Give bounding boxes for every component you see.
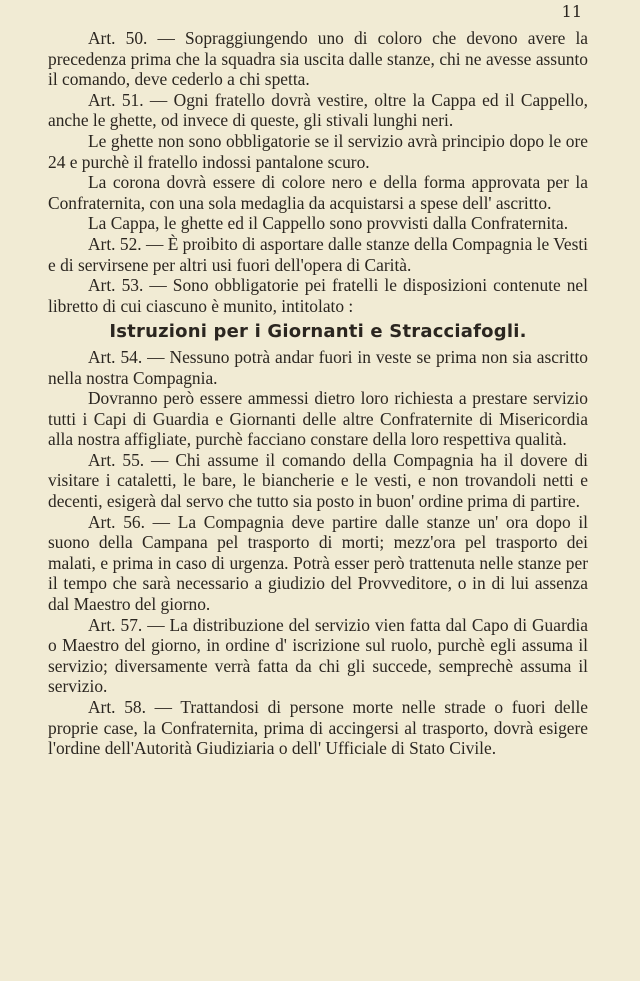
paragraph-art-53: Art. 53. — Sono obbligatorie pei fratelli le disposizioni contenute nel libretto di cui ciascuno è munito, intitolato :	[48, 275, 588, 316]
paragraph-corona: La corona dovrà essere di colore nero e della forma approvata per la Confraternita, con una sola medaglia da acquistarsi a spese dell' ascritto.	[48, 172, 588, 213]
paragraph-art-57: Art. 57. — La distribuzione del servizio vien fatta dal Capo di Guardia o Maestro del giorno, in ordine d' iscrizione sul ruolo, purchè egli assuma il servizio; diversamente verrà fatta da chi gli succede, semprechè assuma il servizio.	[48, 614, 588, 697]
page-body	[48, 28, 588, 759]
page-number: 11	[561, 2, 582, 21]
section-heading: Istruzioni per i Giornanti e Stracciafogli.	[109, 321, 527, 343]
paragraph-art-54: Art. 54. — Nessuno potrà andar fuori in veste se prima non sia ascritto nella nostra Compagnia.	[48, 346, 588, 388]
paragraph-art-58: Art. 58. — Trattandosi di persone morte nelle strade o fuori delle proprie case, la Confraternita, prima di accingersi al trasporto, dovrà esigere l'ordine dell'Autorità Giudiziaria o dell' Ufficiale di Stato Civile.	[48, 697, 588, 759]
paragraph-art-52: Art. 52. — È proibito di asportare dalle stanze della Compagnia le Vesti e di servirsene per altri usi fuori dell'opera di Carità.	[48, 233, 589, 275]
paragraph-art-56: Art. 56. — La Compagnia deve partire dalle stanze un' ora dopo il suono della Campana pel trasporto di morti; mezz'ora pel trasporto dei malati, e prima in caso di urgenza. Potrà esser però trattenuta nelle stanze per il tempo che sarà necessario a giudizio del Provveditore, o in di lui assenza dal Maestro del giorno.	[48, 511, 588, 615]
paragraph-ghette: Le ghette non sono obbligatorie se il servizio avrà principio dopo le ore 24 e purchè il fratello indossi pantalone scuro.	[48, 130, 588, 172]
paragraph-ammissione: Dovranno però essere ammessi dietro loro richiesta a prestare servizio tutti i Capi di Guardia e Giornanti delle altre Confraternite di Misericordia alla nostra affigliate, purchè facciano constare della loro respettiva qualità.	[48, 388, 588, 450]
paragraph-art-50: Art. 50. — Sopraggiungendo uno di coloro che devono avere la precedenza prima che la squadra sia uscita dalle stanze, chi ne avesse assunto il comando, deve cederlo a chi spetta.	[48, 28, 588, 90]
paragraph-cappa: La Cappa, le ghette ed il Cappello sono provvisti dalla Confraternita.	[88, 213, 569, 234]
paragraph-art-55: Art. 55. — Chi assume il comando della Compagnia ha il dovere di visitare i cataletti, le bare, le biancherie e le vesti, e non trovandoli netti e decenti, esigerà dal servo che tutto sia posto in buon' ordine prima di partire.	[48, 449, 588, 512]
paragraph-art-51: Art. 51. — Ogni fratello dovrà vestire, oltre la Cappa ed il Cappello, anche le ghette, od invece di queste, gli stivali lunghi neri.	[48, 89, 588, 131]
